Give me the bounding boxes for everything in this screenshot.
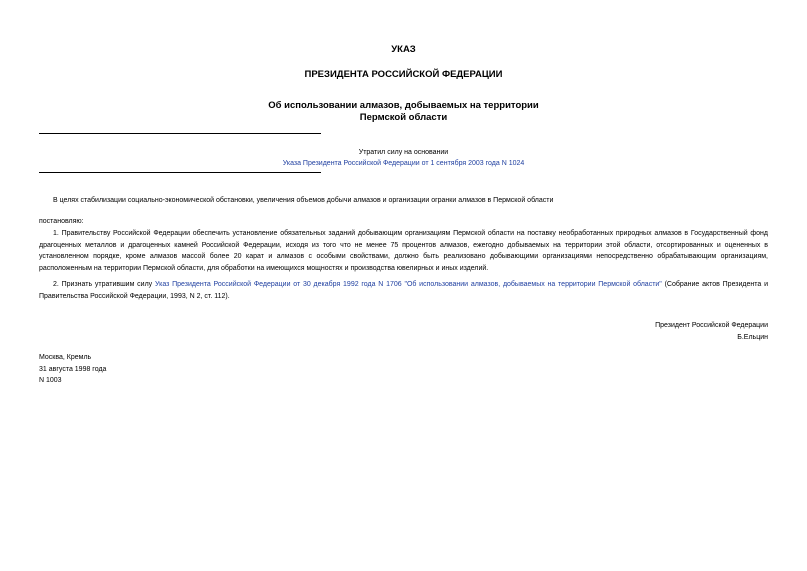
- document-type-title: УКАЗ: [391, 44, 416, 55]
- divider-top: [39, 133, 321, 134]
- lost-force-text: Утратил силу на основании: [358, 149, 449, 156]
- signature-name: Б.Ельцин: [737, 333, 768, 341]
- subject-line-1: Об использовании алмазов, добываемых на территории: [268, 100, 539, 111]
- place-text: Москва, Кремль: [39, 354, 92, 361]
- document-number: N 1003: [39, 377, 62, 384]
- date-text: 31 августа 1998 года: [39, 365, 107, 373]
- subject-line-2: Пермской области: [359, 112, 448, 123]
- intro-paragraph: В целях стабилизации социально-экономической обстановки, увеличения объемов добычи алмазов и организации огранки алмазов в Пермской области: [53, 197, 554, 204]
- lost-force-link[interactable]: Указа Президента Российской Федерации от 1 сентября 2003 года N 1024: [282, 160, 525, 167]
- signature-position: Президент Российской Федерации: [655, 322, 768, 329]
- issuer-title: ПРЕЗИДЕНТА РОССИЙСКОЙ ФЕДЕРАЦИИ: [304, 69, 503, 80]
- signature-block: [655, 320, 768, 343]
- document-subject: [0, 100, 807, 124]
- place-date-block: [39, 352, 106, 387]
- point-2-suffix: (Собрание актов Президента и Правительства Российской Федерации, 1993, N 2, ст. 112).: [39, 281, 768, 300]
- decree-word: постановляю:: [39, 218, 84, 225]
- lost-force-note: [200, 147, 607, 169]
- point-1-paragraph: 1. Правительству Российской Федерации обеспечить установление обязательных заданий добывающим организациям Пермской области на поставку необработанных природных алмазов в Государственный фонд драгоценных металлов и драгоценных камней Российской Федерации, исходя из того что не менее 75 процентов алмазов, ежегодно добываемых на территории этой области, отсортированных и оцененных в установленном порядке, кроме алмазов массой более 20 карат и алмазов с особыми свойствами, должно быть реализовано добывающими организациями непосредственно обрабатывающим организациям, расположенным на территории Пермской области, для обработки на имеющихся мощностях и производства ювелирных и иных изделий.: [39, 230, 768, 272]
- point-2-link[interactable]: Указ Президента Российской Федерации от 30 декабря 1992 года N 1706 "Об использовании алмазов, добываемых на территории Пермской области": [154, 281, 662, 288]
- point-2-paragraph: [39, 279, 768, 302]
- point-2-prefix: 2. Признать утратившим силу: [53, 281, 155, 288]
- divider-bottom: [39, 172, 321, 173]
